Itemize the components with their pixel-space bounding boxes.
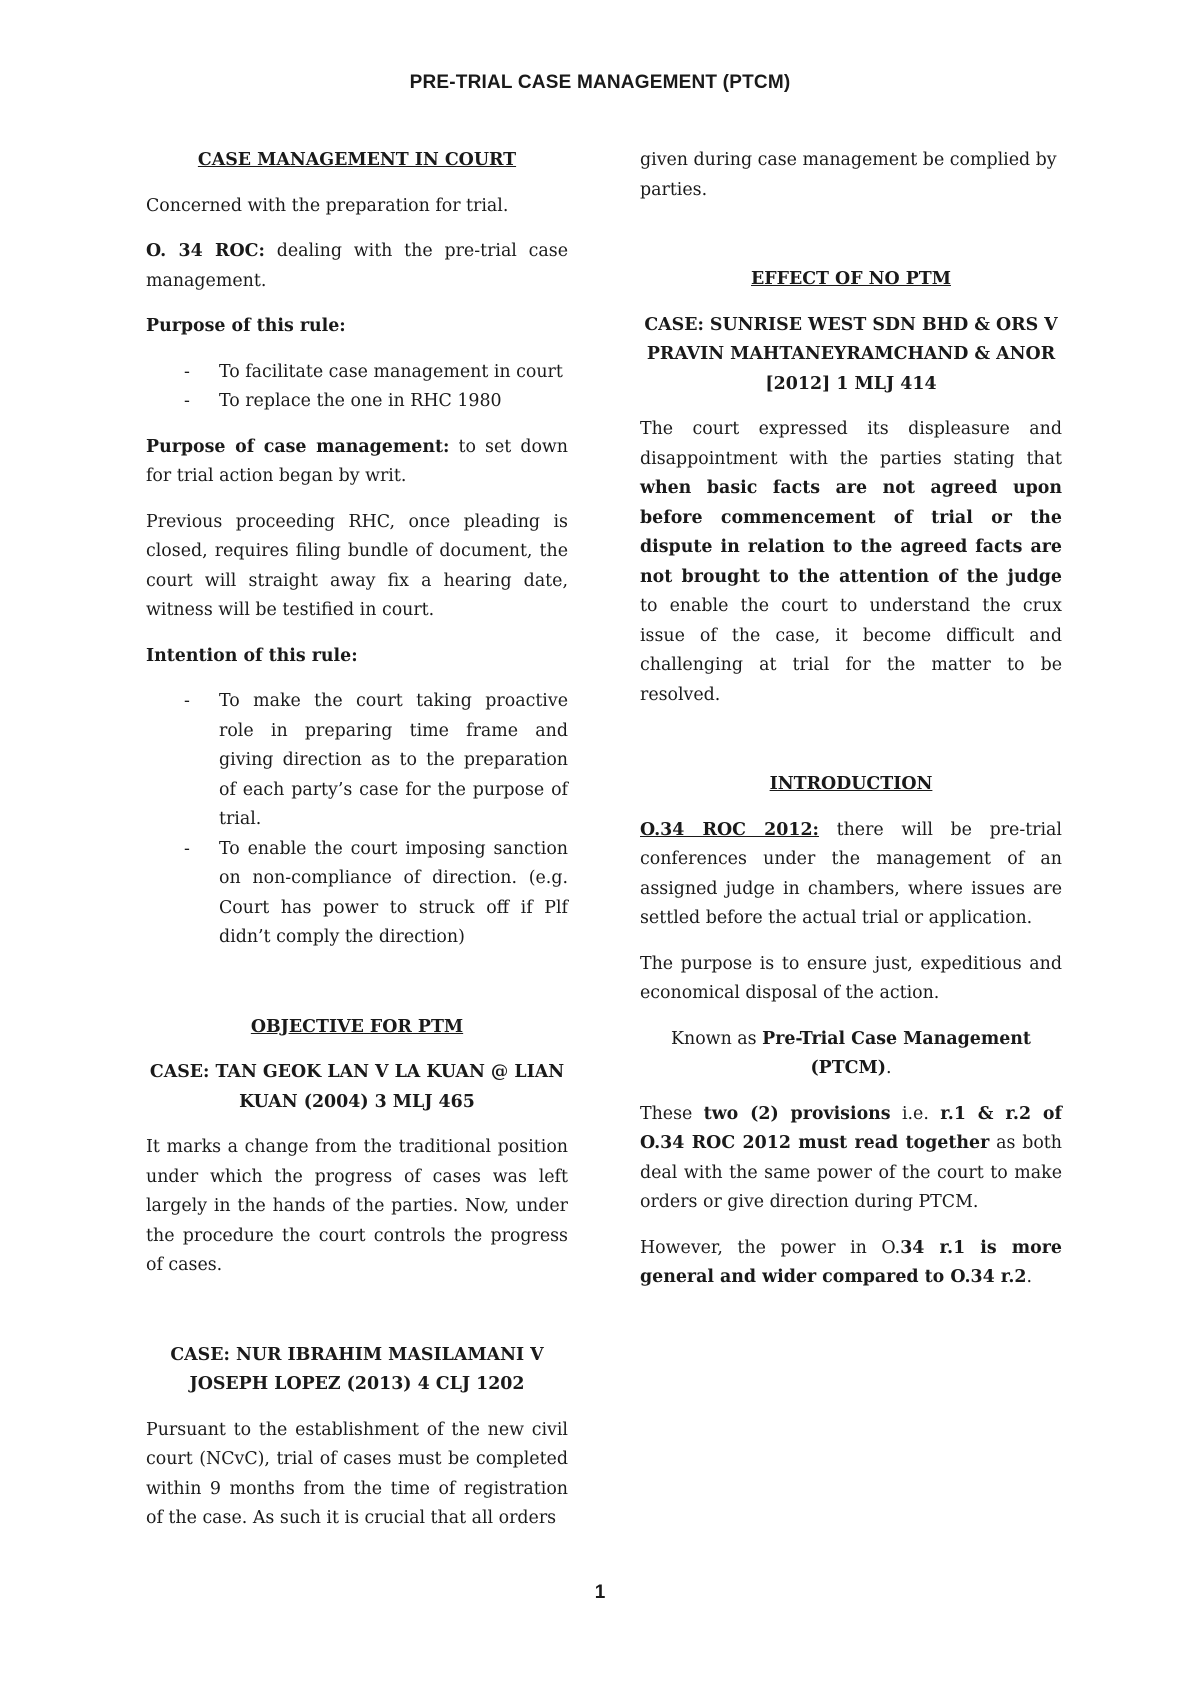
known-a: Known as — [671, 1028, 763, 1049]
list-item: - To facilitate case management in court — [146, 358, 568, 388]
case3-text-b: to enable the court to understand the crux issue of the case, it become difficult and challenging at trial for the matter to be resolved. — [640, 596, 1062, 705]
these-bold2: r.1 & r.2 of O.34 ROC 2012 must read together — [640, 1103, 1063, 1153]
list-item: - To enable the court imposing sanction on non-compliance of direction. (e.g. Court has power to struck off if Plf didn’t comply the direction) — [146, 835, 568, 953]
intro-label: O.34 ROC 2012: — [640, 819, 819, 840]
however-a: However, the power in O. — [640, 1237, 901, 1258]
known-bold: Pre-Trial Case Management (PTCM) — [762, 1028, 1031, 1078]
left-column — [146, 146, 568, 1550]
page-title: PRE-TRIAL CASE MANAGEMENT (PTCM) — [409, 72, 791, 93]
case-heading-nur-ibrahim: CASE: NUR IBRAHIM MASILAMANI V JOSEPH LOPEZ (2013) 4 CLJ 1202 — [170, 1344, 544, 1394]
paragraph-intro — [640, 816, 1062, 934]
paragraph-known-as — [640, 1025, 1062, 1084]
paragraph-case-tan-geok-lan: It marks a change from the traditional position under which the progress of cases was left largely in the hands of the parties. Now, under the procedure the court controls the progress of cases. — [146, 1137, 568, 1275]
paragraph-previous-proceeding: Previous proceeding RHC, once pleading is closed, requires filing bundle of document, the court will straight away fix a hearing date, witness will be testified in court. — [146, 511, 568, 620]
intro-text: there will be pre-trial conferences under the management of an assigned judge in chambers, where issues are settled before the actual trial or application. — [640, 819, 1062, 928]
intention-label: Intention of this rule: — [146, 645, 358, 666]
purpose-cm-text: to set down for trial action began by writ. — [146, 436, 569, 486]
case3-text-a: The court expressed its displeasure and disappointment with the parties stating that — [640, 419, 1062, 469]
heading-case-management-in-court: CASE MANAGEMENT IN COURT — [197, 150, 517, 170]
case-heading-tan-geok-lan: CASE: TAN GEOK LAN V LA KUAN @ LIAN KUAN (2004) 3 MLJ 465 — [149, 1062, 565, 1112]
paragraph-case-sunrise-west — [640, 415, 1062, 710]
known-b: . — [886, 1058, 892, 1078]
paragraph-however — [640, 1234, 1062, 1293]
purpose-list — [146, 358, 568, 417]
right-column — [640, 146, 1062, 1309]
intention-list — [146, 687, 568, 953]
paragraph-purpose: The purpose is to ensure just, expeditious and economical disposal of the action. — [640, 953, 1062, 1003]
these-bold1: two (2) provisions — [703, 1103, 891, 1124]
o34-text: dealing with the pre-trial case management. — [146, 241, 568, 291]
case-heading-sunrise-west: CASE: SUNRISE WEST SDN BHD & ORS V PRAVIN MAHTANEYRAMCHAND & ANOR [2012] 1 MLJ 414 — [644, 314, 1058, 394]
o34-label: O. 34 ROC: — [146, 241, 265, 261]
page-number: 1 — [594, 1582, 606, 1603]
these-c: as both deal with the same power of the court to make orders or give direction during PTCM. — [640, 1133, 1062, 1212]
however-bold: 34 r.1 is more general and wider compared to O.34 r.2 — [640, 1237, 1062, 1287]
heading-introduction: INTRODUCTION — [769, 774, 933, 794]
paragraph-case-nur-ibrahim: Pursuant to the establishment of the new civil court (NCvC), trial of cases must be completed within 9 months from the time of registration of the case. As such it is crucial that all orders — [146, 1419, 568, 1528]
these-a: These — [640, 1103, 704, 1124]
purpose-rule-label: Purpose of this rule: — [146, 316, 346, 336]
purpose-cm-label: Purpose of case management: — [146, 436, 450, 457]
list-item: - To replace the one in RHC 1980 — [146, 387, 568, 417]
list-item: - To make the court taking proactive role in preparing time frame and giving direction as to the preparation of each party’s case for the purpose of trial. — [146, 687, 568, 835]
however-b: . — [1026, 1267, 1033, 1287]
paragraph-continued: given during case management be complied by parties. — [640, 150, 1057, 200]
paragraph-o34 — [146, 237, 568, 296]
heading-effect-of-no-ptm: EFFECT OF NO PTM — [751, 269, 951, 289]
paragraph-purpose-case-management — [146, 433, 568, 492]
case3-text-bold: when basic facts are not agreed upon before commencement of trial or the dispute in relation to the agreed facts are not brought to the attention of the judge — [640, 478, 1062, 587]
paragraph-concerned: Concerned with the preparation for trial. — [146, 195, 509, 216]
heading-objective-for-ptm: OBJECTIVE FOR PTM — [250, 1016, 464, 1037]
these-b: i.e. — [890, 1103, 941, 1124]
paragraph-these-provisions — [640, 1100, 1062, 1218]
